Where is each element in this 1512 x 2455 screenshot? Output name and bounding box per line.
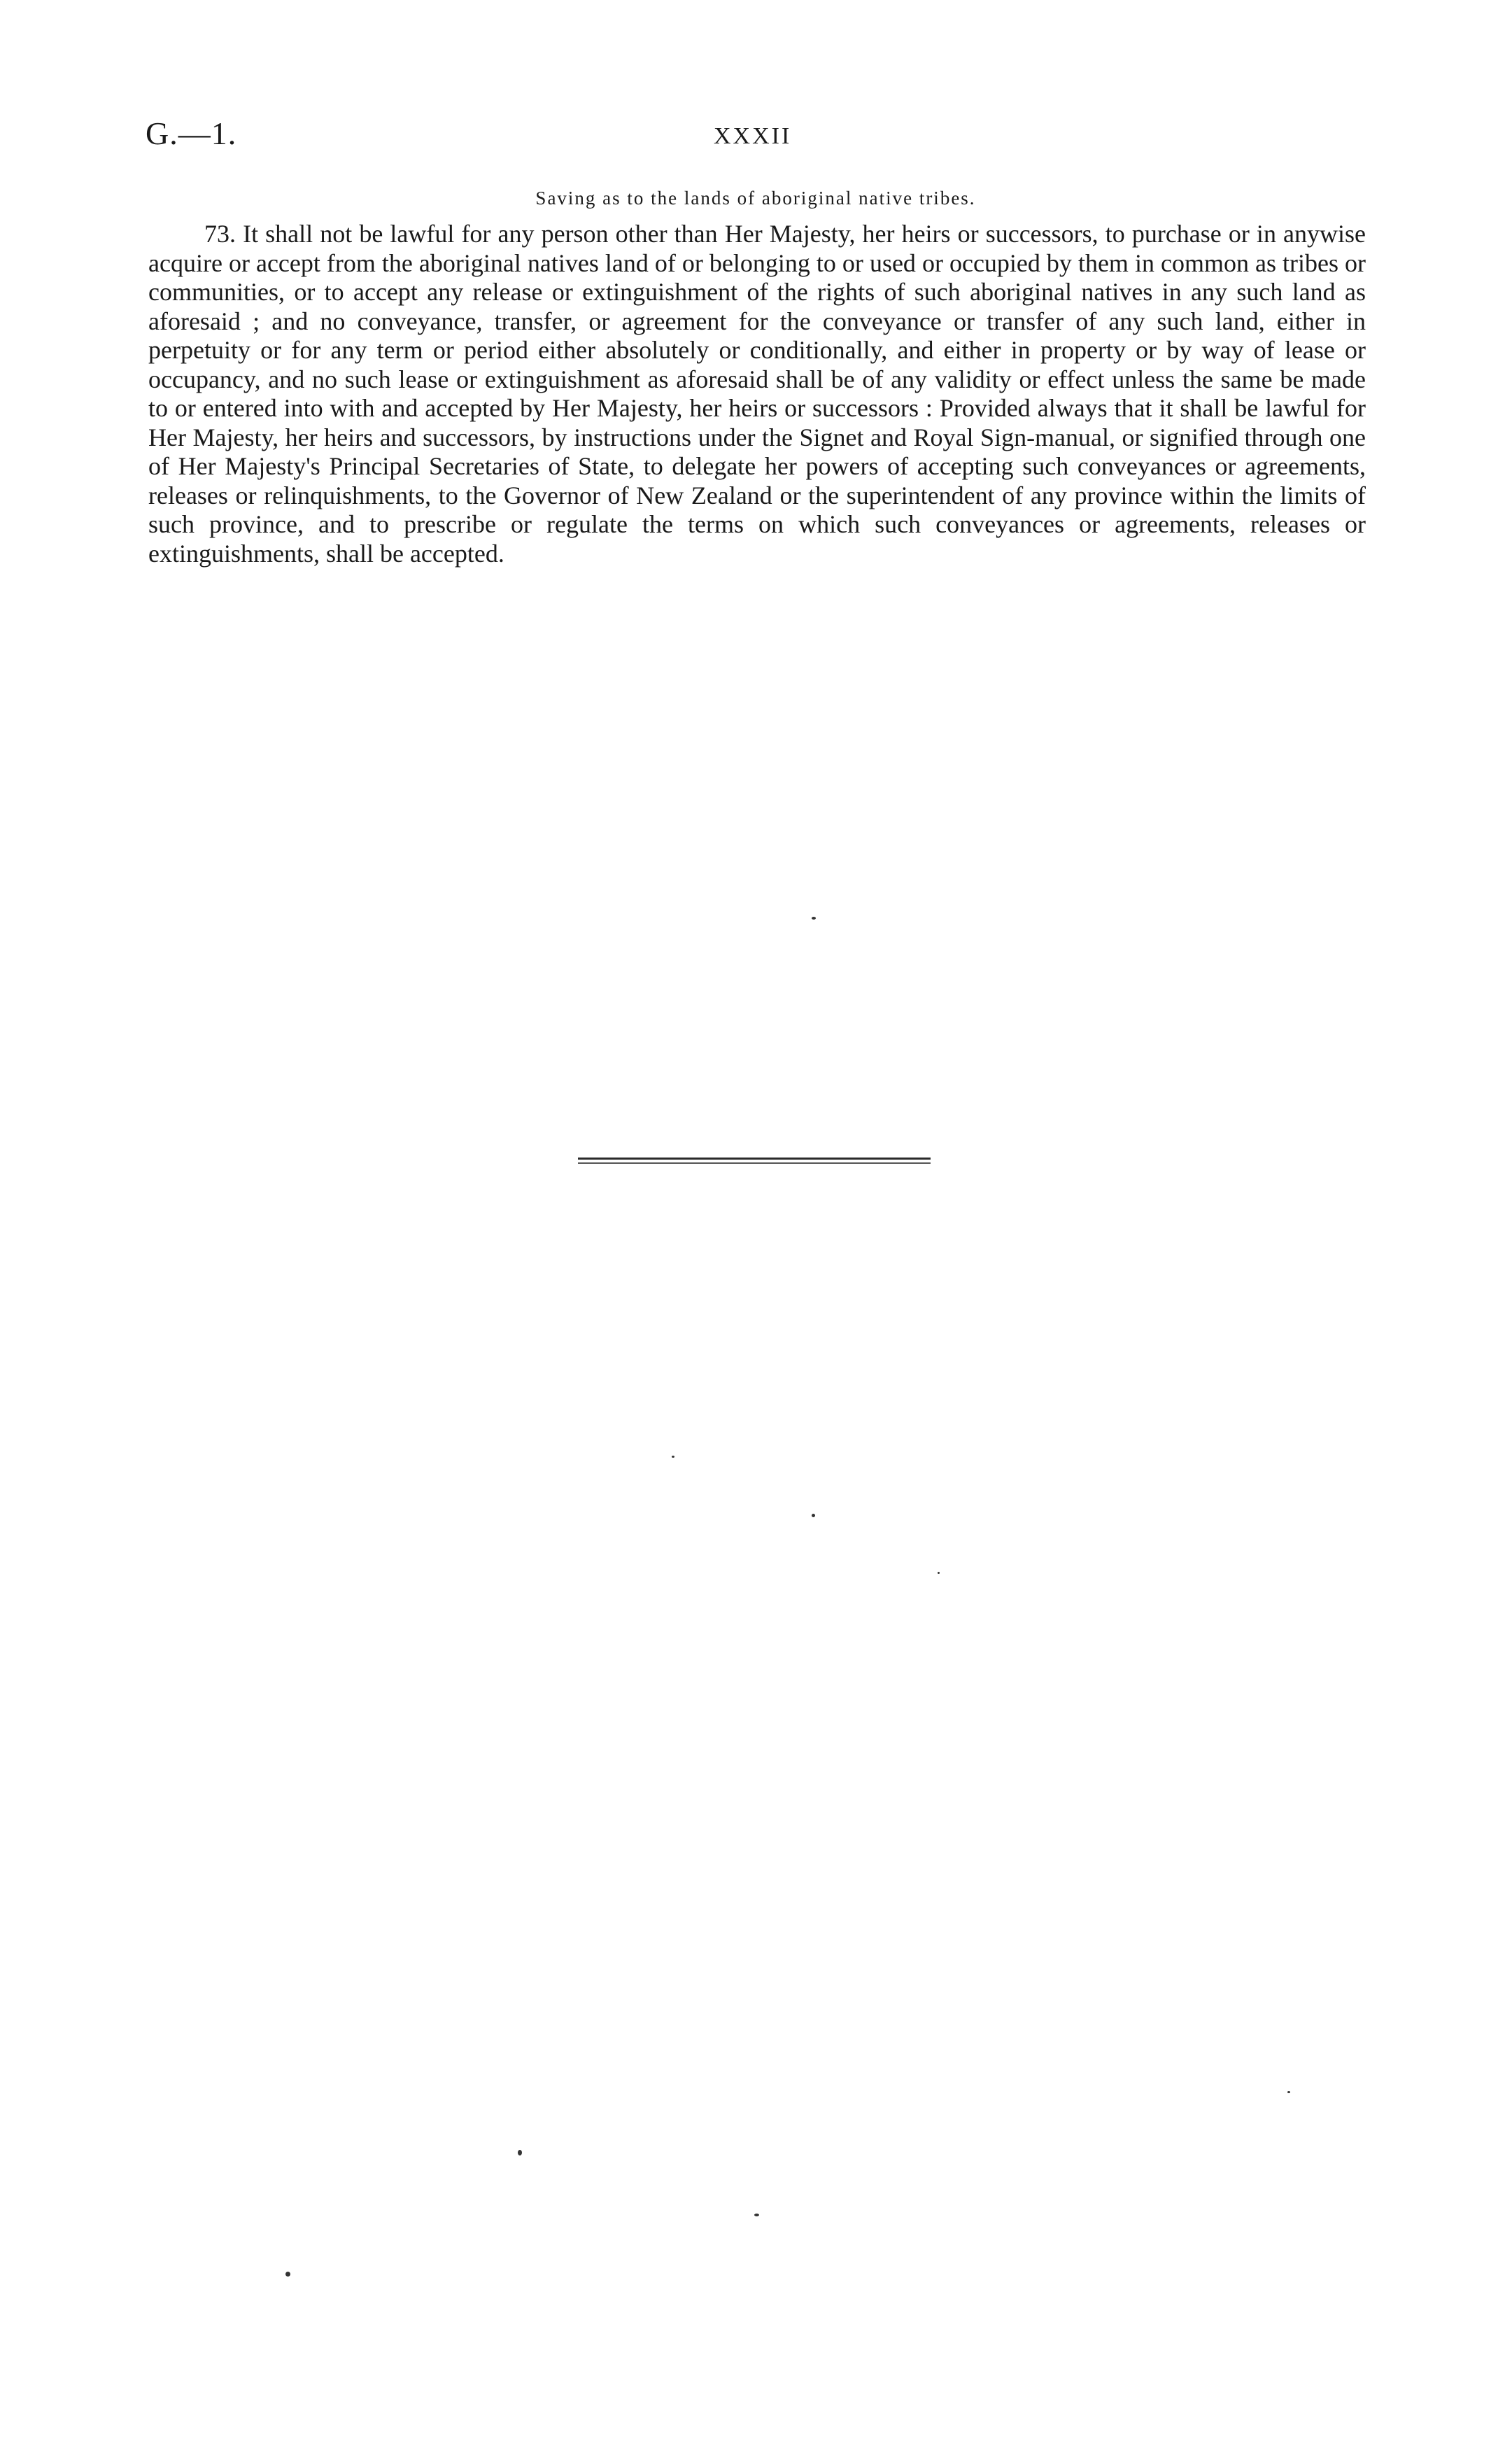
scan-speck <box>672 1456 674 1458</box>
page-number: XXXII <box>714 123 792 149</box>
scan-speck <box>285 2272 290 2277</box>
scan-speck <box>1287 2091 1290 2093</box>
scan-speck <box>812 917 816 920</box>
scan-speck <box>754 2214 759 2216</box>
document-code: G.—1. <box>146 115 237 151</box>
scan-speck <box>518 2150 522 2155</box>
scan-speck <box>812 1514 815 1517</box>
section-heading: Saving as to the lands of aboriginal native tribes. <box>535 188 976 209</box>
scan-speck <box>938 1572 940 1574</box>
section-divider-rule <box>578 1158 931 1164</box>
section-body-paragraph: 73. It shall not be lawful for any person other than Her Majesty, her heirs or successors, to purchase or in anywise acquire or accept from the aboriginal natives land of or belonging to or used or occupied by them in common as tribes or communities, or to accept any release or extinguishment of the rights of such aboriginal natives in any such land as aforesaid ; and no conveyance, transfer, or agreement for the conveyance or transfer of any such land, either in perpetuity or for any term or period either absolutely or conditionally, and either in property or by way of lease or occupancy, and no such lease or extinguishment as aforesaid shall be of any validity or effect unless the same be made to or entered into with and accepted by Her Majesty, her heirs or successors : Provided always that it shall be lawful for Her Majesty, her heirs and successors, by instructions under the Signet and Royal Sign-manual, or signified through one of Her Majesty's Principal Secretaries of State, to delegate her powers of accepting such conveyances or agreements, releases or relinquishments, to the Governor of New Zealand or the superintendent of any province within the limits of such province, and to prescribe or regulate the terms on which such conveyances or agreements, releases or extinguishments, shall be accepted. <box>148 220 1366 568</box>
